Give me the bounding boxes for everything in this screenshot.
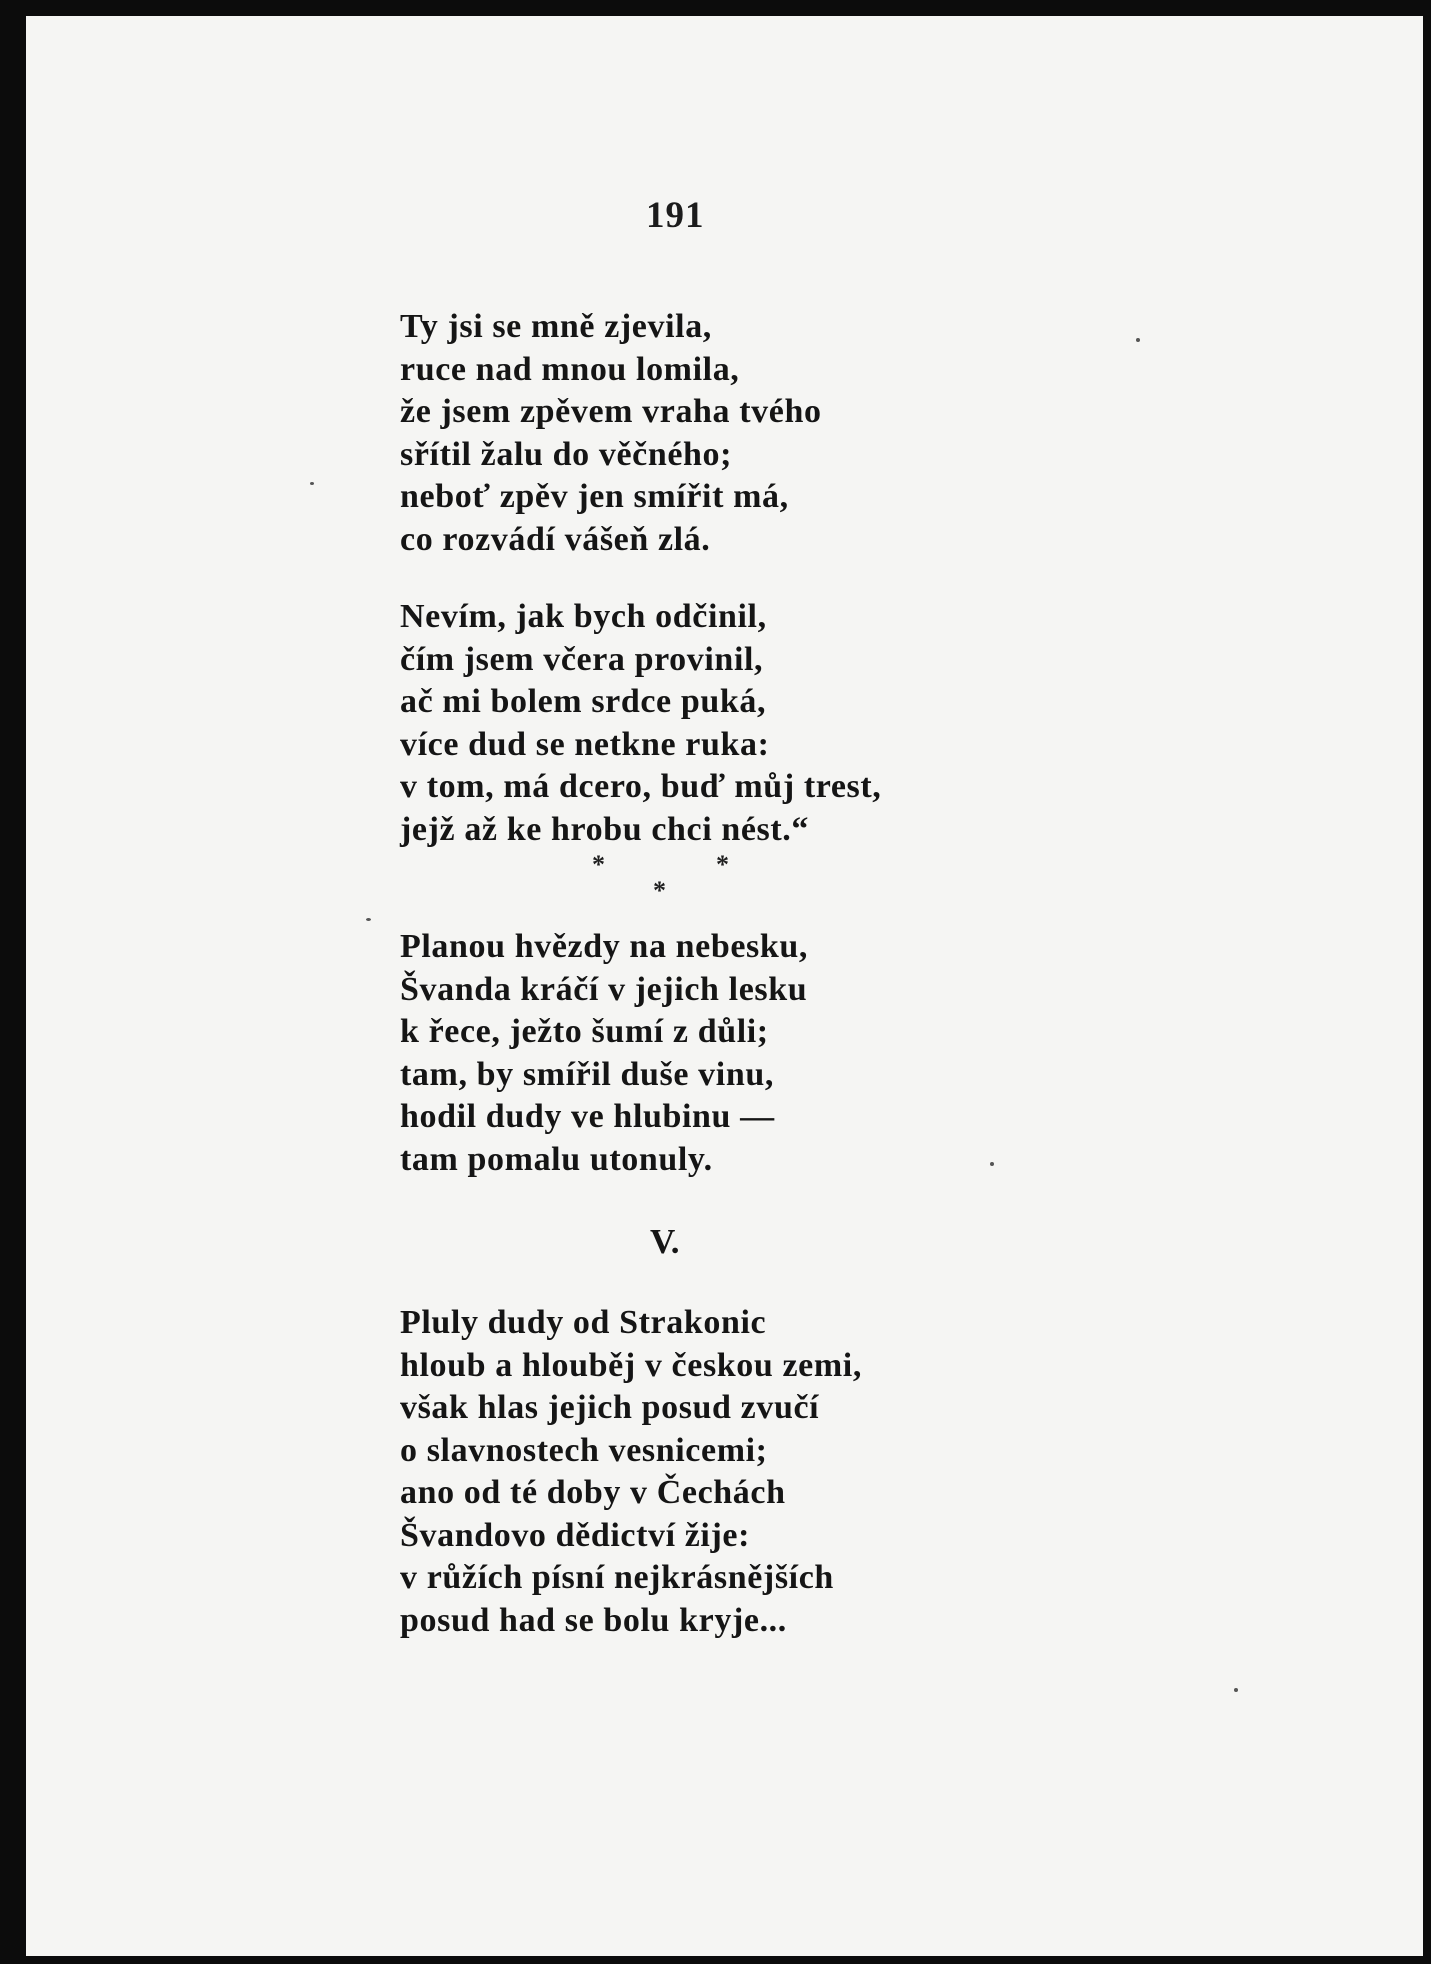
verse-line: čím jsem včera provinil,: [400, 640, 764, 678]
stanza-1: [400, 306, 822, 561]
paper-speck: [990, 1162, 994, 1166]
verse-line: co rozvádí vášeň zlá.: [400, 520, 711, 558]
page-number: 191: [646, 195, 705, 236]
stanza-2: [400, 596, 881, 851]
verse-line: že jsem zpěvem vraha tvého: [400, 393, 822, 430]
verse-line: tam pomalu utonuly.: [400, 1140, 713, 1178]
paper-speck: [1234, 1688, 1238, 1692]
verse-line: k řece, ježto šumí z důli;: [400, 1013, 769, 1050]
paper-speck: [310, 482, 314, 485]
asterisk: *: [592, 850, 605, 879]
verse-line: ano od té doby v Čechách: [400, 1474, 786, 1511]
verse-line: neboť zpěv jen smířit má,: [400, 478, 789, 515]
verse-line: hodil dudy ve hlubinu —: [400, 1098, 775, 1135]
verse-line: tam, by smířil duše vinu,: [400, 1055, 774, 1093]
verse-line: o slavnostech vesnicemi;: [400, 1431, 768, 1469]
paper-speck: [1136, 338, 1140, 342]
verse-line: Švandovo dědictví žije:: [400, 1516, 751, 1554]
verse-line: v růžích písní nejkrásnějších: [400, 1559, 834, 1596]
verse-line: v tom, má dcero, buď můj trest,: [400, 768, 882, 805]
verse-line: Planou hvězdy na nebesku,: [400, 928, 808, 965]
verse-line: ruce nad mnou lomila,: [400, 350, 740, 388]
section-heading: V.: [650, 1222, 680, 1261]
verse-line: Ty jsi se mně zjevila,: [400, 308, 712, 345]
verse-line: Švanda kráčí v jejich lesku: [400, 970, 808, 1008]
stanza-3: [400, 926, 808, 1181]
verse-line: však hlas jejich posud zvučí: [400, 1389, 820, 1426]
verse-line: sřítil žalu do věčného;: [400, 435, 733, 473]
asterisk: *: [653, 876, 666, 905]
book-page: [26, 16, 1423, 1956]
verse-line: ač mi bolem srdce puká,: [400, 683, 767, 720]
verse-line: Pluly dudy od Strakonic: [400, 1304, 767, 1341]
verse-line: hloub a hlouběj v českou zemi,: [400, 1346, 862, 1384]
asterisk: *: [716, 850, 729, 879]
verse-line: posud had se bolu kryje...: [400, 1601, 787, 1639]
paper-speck: [366, 918, 371, 921]
stanza-4: [400, 1302, 862, 1642]
verse-line: Nevím, jak bych odčinil,: [400, 598, 767, 635]
verse-line: jejž až ke hrobu chci nést.“: [400, 810, 810, 848]
verse-line: více dud se netkne ruka:: [400, 725, 770, 763]
